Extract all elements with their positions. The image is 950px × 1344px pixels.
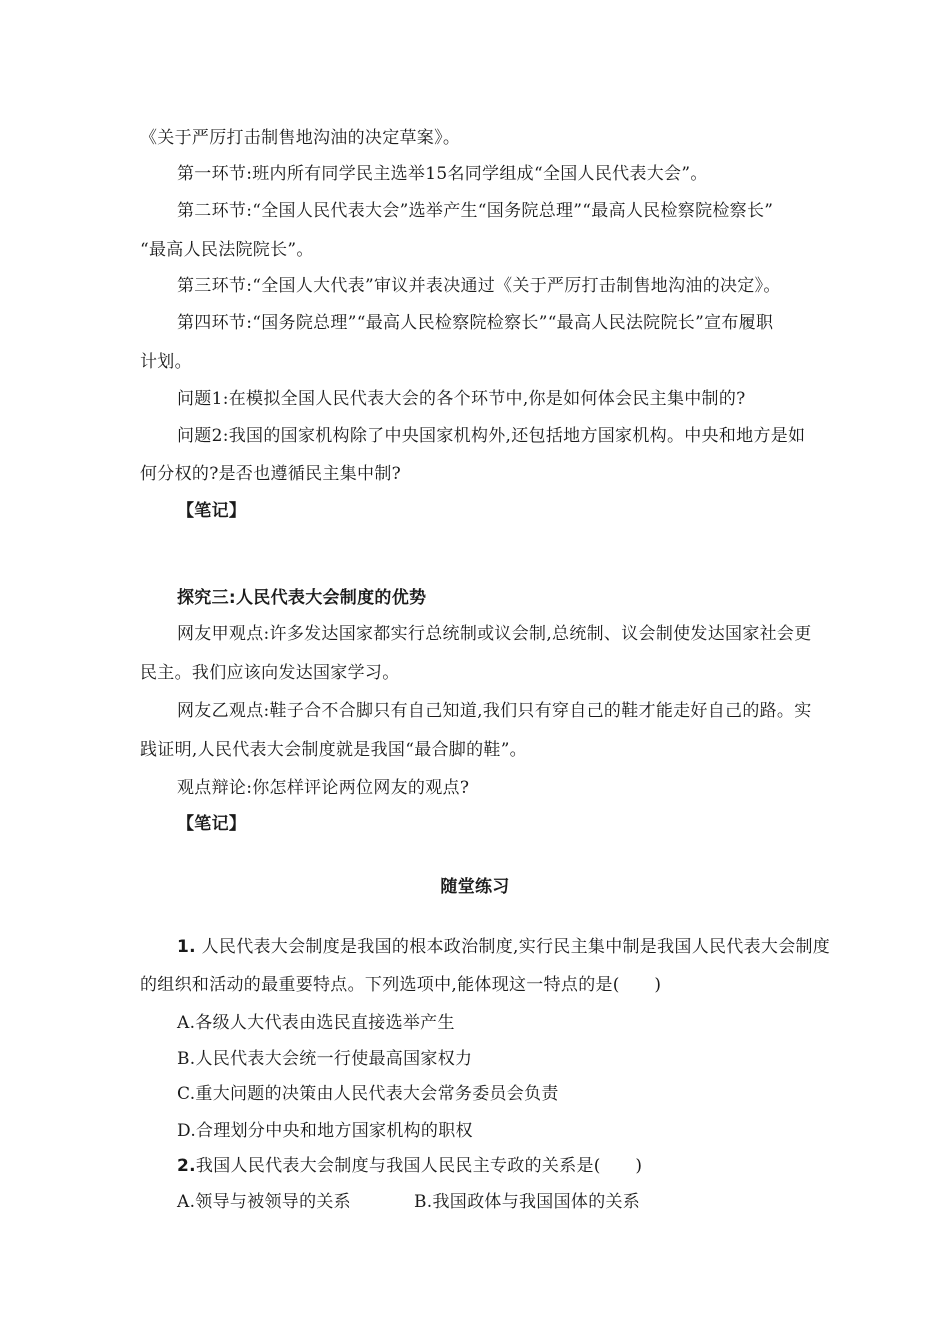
text-line: 网友甲观点:许多发达国家都实行总统制或议会制,总统制、议会制使发达国家社会更 <box>177 624 812 644</box>
exercise-question-2 <box>177 1155 642 1177</box>
option-d: D.合理划分中央和地方国家机构的职权 <box>177 1121 473 1141</box>
question-2: 问题2:我国的国家机构除了中央国家机构外,还包括地方国家机构。中央和地方是如 <box>177 426 806 446</box>
question-number: 2. <box>177 1156 196 1176</box>
option-b: B.我国政体与我国国体的关系 <box>414 1192 641 1212</box>
question-number: 1. <box>177 937 196 957</box>
notes-label: 【笔记】 <box>177 501 247 521</box>
text-line: 民主。我们应该向发达国家学习。 <box>140 663 400 683</box>
text-line: “最高人民法院院长”。 <box>140 240 314 260</box>
question-1: 问题1:在模拟全国人民代表大会的各个环节中,你是如何体会民主集中制的? <box>177 389 746 409</box>
text-line: 何分权的?是否也遵循民主集中制? <box>140 464 402 484</box>
text-line: 第一环节:班内所有同学民主选举15名同学组成“全国人民代表大会”。 <box>177 164 708 184</box>
text-line: 第二环节:“全国人民代表大会”选举产生“国务院总理”“最高人民检察院检察长” <box>177 201 774 221</box>
option-b: B.人民代表大会统一行使最高国家权力 <box>177 1049 473 1069</box>
text-line: 《关于严厉打击制售地沟油的决定草案》。 <box>140 128 461 148</box>
text-line: 第三环节:“全国人大代表”审议并表决通过《关于严厉打击制售地沟油的决定》。 <box>177 276 781 296</box>
text-line: 计划。 <box>140 352 192 372</box>
text-line: 观点辩论:你怎样评论两位网友的观点? <box>177 778 470 798</box>
notes-label: 【笔记】 <box>177 814 247 834</box>
option-a: A.领导与被领导的关系 <box>177 1192 351 1212</box>
exercise-title: 随堂练习 <box>440 877 510 897</box>
text-line: 的组织和活动的最重要特点。下列选项中,能体现这一特点的是( ) <box>140 975 662 995</box>
section-heading: 探究三:人民代表大会制度的优势 <box>177 588 427 608</box>
text-line: 网友乙观点:鞋子合不合脚只有自己知道,我们只有穿自己的鞋才能走好自己的路。实 <box>177 701 812 721</box>
option-c: C.重大问题的决策由人民代表大会常务委员会负责 <box>177 1084 559 1104</box>
option-a: A.各级人大代表由选民直接选举产生 <box>177 1013 455 1033</box>
question-text: 我国人民代表大会制度与我国人民民主专政的关系是( ) <box>195 1156 643 1176</box>
text-line: 第四环节:“国务院总理”“最高人民检察院检察长”“最高人民法院院长”宣布履职 <box>177 313 774 333</box>
text-line: 践证明,人民代表大会制度就是我国“最合脚的鞋”。 <box>140 740 527 760</box>
exercise-question-1 <box>177 936 830 958</box>
question-text: 人民代表大会制度是我国的根本政治制度,实行民主集中制是我国人民代表大会制度 <box>195 937 831 957</box>
